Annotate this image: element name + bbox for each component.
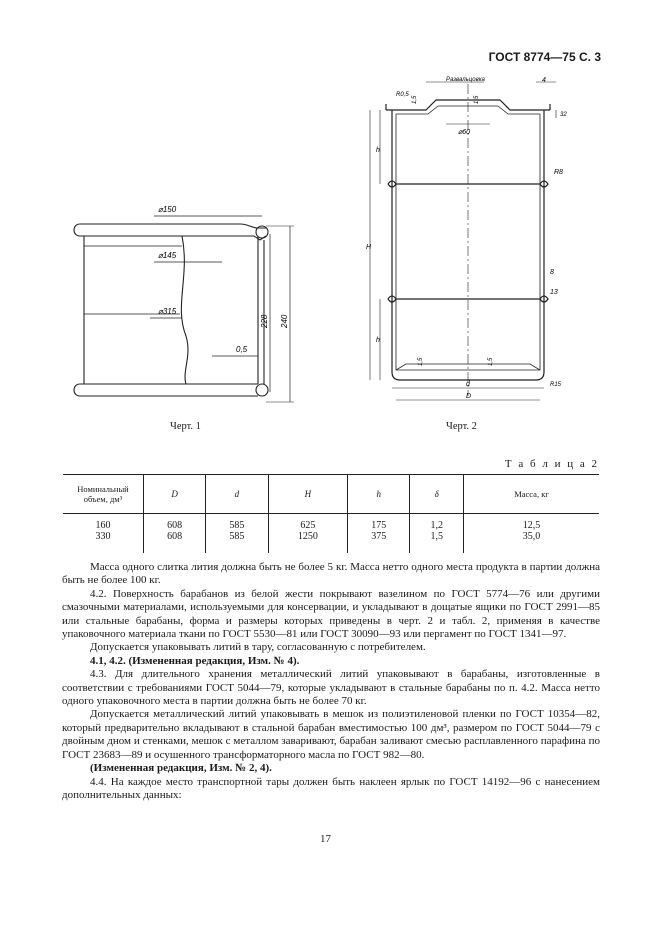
fig1-label-d150: ⌀150 bbox=[158, 205, 177, 214]
paragraph-amendment: 4.1, 4.2. (Измененная редакция, Изм. № 4). bbox=[90, 654, 300, 667]
fig1-label-d315: ⌀315 bbox=[158, 307, 177, 316]
table-cell: 160 330 bbox=[95, 520, 111, 542]
fig2-label-r15: R15 bbox=[550, 382, 562, 388]
fig2-label-s15: 1,5 bbox=[412, 95, 418, 104]
table-row bbox=[63, 514, 599, 554]
fig1-label-d145: ⌀145 bbox=[158, 251, 177, 260]
fig1-label-t05: 0,5 bbox=[236, 345, 248, 354]
paragraph: Масса одного слитка лития должна быть не более 5 кг. Масса нетто одного места продукта в партии должна быть не более 100 кг. bbox=[62, 561, 600, 587]
table-cell: 1,2 1,5 bbox=[410, 514, 464, 554]
fig2-label-cut: Развальцовка bbox=[446, 77, 485, 83]
fig2-label-r8: R8 bbox=[554, 169, 563, 176]
paragraph: Допускается упаковывать литий в тару, согласованную с потребителем. bbox=[90, 641, 426, 654]
col-header-D: D bbox=[144, 475, 206, 514]
page-header: ГОСТ 8774—75 С. 3 bbox=[488, 50, 601, 64]
fig2-label-D: D bbox=[466, 393, 472, 400]
paragraph: Допускается металлический литий упаковывать в мешок из полиэтиленовой пленки по ГОСТ 10354—82, который предварительно вкладывают в стальной барабан вместимостью 100 дм³, размером по ГОСТ 5044—79 с двойным дном и стенками, мешок с металлом заваривают, барабан заливают смесью расплавленного парафина по ГОСТ 23683—89 и осушенного трансформаторного масла по ГОСТ 982—80. bbox=[62, 708, 600, 761]
table-header-row bbox=[63, 475, 599, 514]
figure-1-caption: Черт. 1 bbox=[170, 421, 201, 432]
fig2-label-r05: R0,5 bbox=[396, 92, 409, 98]
table-cell: 12,5 35,0 bbox=[464, 514, 599, 554]
figure-2-drawing bbox=[366, 74, 580, 412]
fig2-label-s15c: 1,5 bbox=[418, 357, 424, 366]
col-header-mass: Масса, кг bbox=[464, 475, 599, 514]
table-cell: 585 585 bbox=[206, 514, 268, 554]
col-header-volume: Номинальный объем, дм³ bbox=[63, 475, 144, 514]
fig2-label-s15d: 1,5 bbox=[488, 357, 494, 366]
table-cell: 625 1250 bbox=[268, 514, 348, 554]
table-cell: 175 375 bbox=[348, 514, 410, 554]
fig2-label-h-top: h bbox=[376, 147, 380, 154]
fig2-label-s15b: 1,5 bbox=[474, 95, 480, 104]
paragraph-amendment: (Измененная редакция, Изм. № 2, 4). bbox=[90, 762, 272, 775]
fig2-label-s4: 4 bbox=[542, 77, 546, 84]
col-header-h: h bbox=[348, 475, 410, 514]
fig2-label-s13: 13 bbox=[550, 289, 558, 296]
fig2-label-s8: 8 bbox=[550, 269, 554, 276]
table-title: Т а б л и ц а 2 bbox=[504, 458, 599, 470]
col-header-delta: δ bbox=[410, 475, 464, 514]
table-cell: 608 608 bbox=[144, 514, 206, 554]
body-text bbox=[62, 561, 600, 802]
fig2-label-s32: 32 bbox=[560, 112, 567, 118]
figure-1-drawing bbox=[62, 196, 302, 416]
fig2-label-d60: ⌀60 bbox=[458, 129, 471, 136]
col-header-d: d bbox=[206, 475, 268, 514]
spec-table bbox=[63, 474, 599, 553]
fig1-label-h228: 228 bbox=[260, 314, 269, 328]
fig2-label-H: H bbox=[366, 244, 372, 251]
paragraph: 4.4. На каждое место транспортной тары должен быть наклеен ярлык по ГОСТ 14192—96 с нанесением дополнительных данных: bbox=[62, 775, 600, 801]
col-header-H: H bbox=[268, 475, 348, 514]
page-number: 17 bbox=[320, 833, 331, 845]
fig2-label-d: d bbox=[466, 381, 470, 388]
paragraph: 4.3. Для длительного хранения металлический литий упаковывают в барабаны, изготовленные в соответствии с требованиями ГОСТ 5044—79, которые укладывают в стальные барабаны по п. 4.2. Масса нетто одного упаковочного места в партии должна быть не более 70 кг. bbox=[62, 668, 600, 708]
figure-2-caption: Черт. 2 bbox=[446, 421, 477, 432]
paragraph: 4.2. Поверхность барабанов из белой жести покрывают вазелином по ГОСТ 5774—76 или другими смазочными материалами, используемыми для консервации, и укладывают в дощатые ящики по ГОСТ 2991—85 или стальные барабаны, форма и размеры которых приведены в черт. 2 и табл. 2, применяя в качестве упаковочного материала ткани по ГОСТ 5530—81 или ГОСТ 30090—93 или пергамент по ГОСТ 1341—97. bbox=[62, 587, 600, 641]
fig1-label-h240: 240 bbox=[280, 314, 289, 328]
fig2-label-h-bottom: h bbox=[376, 337, 380, 344]
